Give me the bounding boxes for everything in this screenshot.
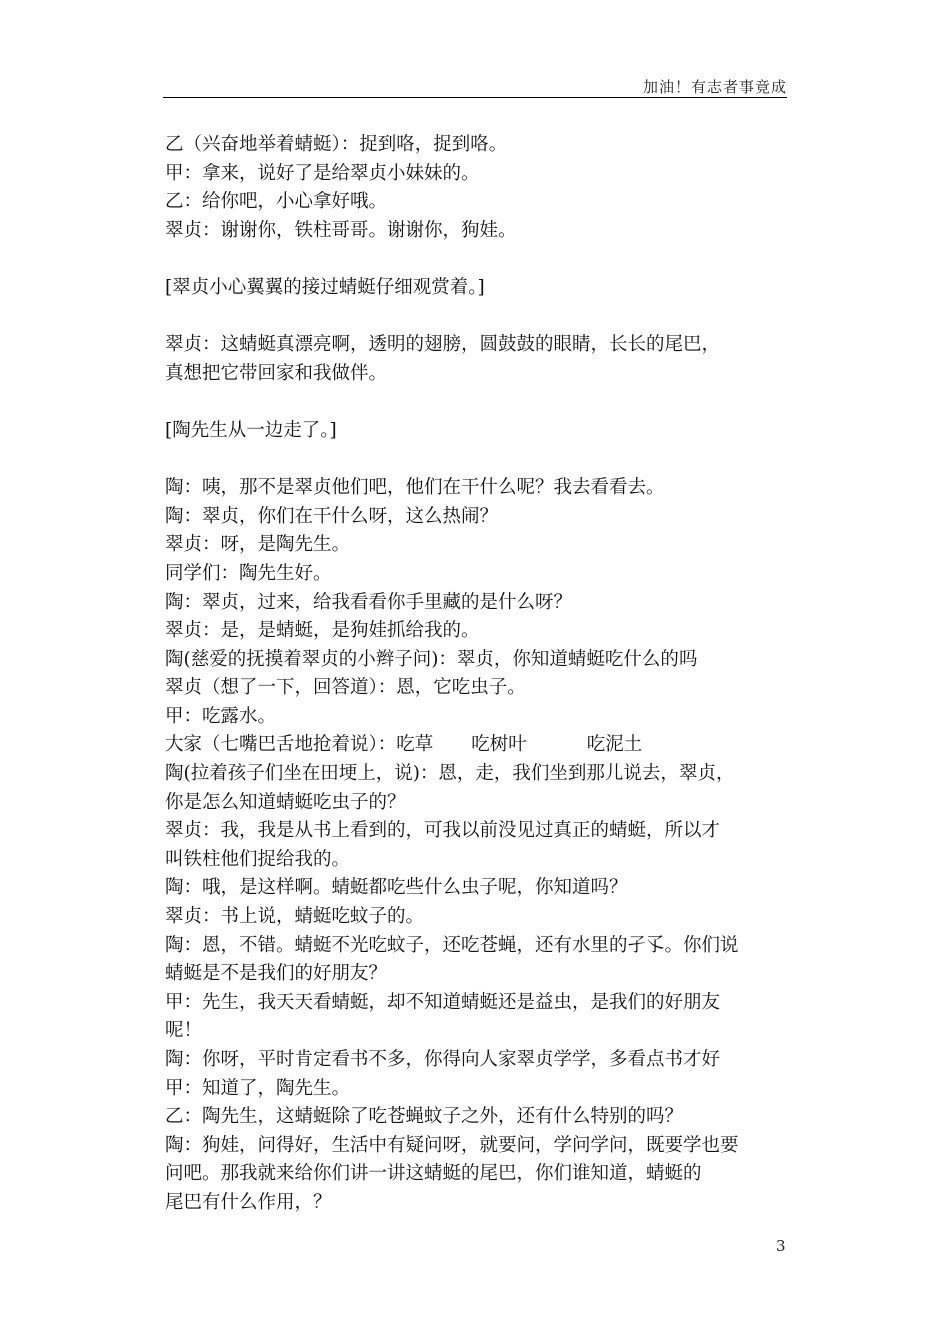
text-line: 陶：咦，那不是翠贞他们吧，他们在干什么呢？我去看看去。: [165, 477, 665, 499]
chorus-line: [165, 731, 790, 760]
text-line: 陶(拉着孩子们坐在田埂上，说)：恩，走，我们坐到那儿说去，翠贞，: [165, 763, 735, 785]
text-line: 呢！: [165, 1020, 203, 1042]
text-line: 陶：翠贞，你们在干什么呀，这么热闹？: [165, 505, 499, 527]
blank-line: [165, 388, 790, 417]
chorus-third: 吃泥土: [586, 734, 643, 756]
text-line: 甲：拿来，说好了是给翠贞小妹妹的。: [165, 162, 480, 184]
header-divider: [163, 97, 787, 98]
text-line: 甲：吃露水。: [165, 705, 277, 727]
blank-line: [165, 303, 790, 332]
stage-direction: [陶先生从一边走了。]: [165, 419, 337, 441]
text-line: 翠贞：书上说，蜻蜓吃蚊子的。: [165, 906, 425, 928]
text-line: 真想把它带回家和我做伴。: [165, 362, 388, 384]
text-line: 你是怎么知道蜻蜓吃虫子的？: [165, 791, 406, 813]
text-line: 尾巴有什么作用，？: [165, 1191, 332, 1213]
text-line: 乙：陶先生，这蜻蜓除了吃苍蝇蚊子之外，还有什么特别的吗？: [165, 1106, 684, 1128]
text-line: 翠贞：这蜻蜓真漂亮啊，透明的翅膀，圆鼓鼓的眼睛，长长的尾巴，: [165, 334, 721, 356]
text-line: 陶：翠贞，过来，给我看看你手里藏的是什么呀？: [165, 591, 573, 613]
text-line: 乙（兴奋地举着蜻蜓）：捉到咯，捉到咯。: [165, 134, 508, 155]
script-body: [165, 131, 790, 1218]
stage-direction: [翠贞小心翼翼的接过蜻蜓仔细观赏着。]: [165, 276, 485, 298]
text-line: 蜻蜓是不是我们的好朋友？: [165, 963, 388, 985]
blank-line: [165, 446, 790, 475]
text-line: 陶：恩，不错。蜻蜓不光吃蚊子，还吃苍蝇，还有水里的孑孓。你们说: [165, 934, 739, 956]
text-line: 陶(慈爱的抚摸着翠贞的小辫子问)：翠贞，你知道蜻蜓吃什么的吗: [165, 648, 698, 670]
text-line: 甲：先生，我天天看蜻蜓，却不知道蜻蜓还是益虫，是我们的好朋友: [165, 991, 721, 1013]
chorus-second: 吃树叶: [471, 734, 527, 756]
header-motto: 加油！有志者事竟成: [642, 78, 787, 96]
text-line: 叫铁柱他们捉给我的。: [165, 848, 351, 870]
text-line: 陶：狗娃，问得好，生活中有疑问呀，就要问，学问学问，既要学也要: [165, 1134, 739, 1156]
text-line: 翠贞（想了一下，回答道）：恩，它吃虫子。: [165, 677, 526, 699]
blank-line: [165, 245, 790, 274]
text-line: 翠贞：呀，是陶先生。: [165, 534, 351, 556]
text-line: 同学们：陶先生好。: [165, 562, 332, 584]
text-line: 翠贞：谢谢你，铁柱哥哥。谢谢你，狗娃。: [165, 219, 517, 241]
text-line: 陶：哦，是这样啊。蜻蜓都吃些什么虫子呢，你知道吗？: [165, 877, 628, 899]
text-line: 问吧。那我就来给你们讲一讲这蜻蜓的尾巴，你们谁知道，蜻蜓的: [165, 1163, 702, 1185]
text-line: 陶：你呀，平时肯定看书不多，你得向人家翠贞学学，多看点书才好: [165, 1049, 721, 1070]
text-line: 翠贞：我，我是从书上看到的，可我以前没见过真正的蜻蜓，所以才: [165, 820, 721, 842]
text-line: 甲：知道了，陶先生。: [165, 1077, 351, 1099]
text-line: 乙：给你吧，小心拿好哦。: [165, 191, 388, 213]
text-line: 翠贞：是，是蜻蜓，是狗娃抓给我的。: [165, 620, 480, 642]
page-number: 3: [776, 1237, 786, 1255]
chorus-lead: 大家（七嘴巴舌地抢着说）：吃草: [165, 734, 434, 756]
